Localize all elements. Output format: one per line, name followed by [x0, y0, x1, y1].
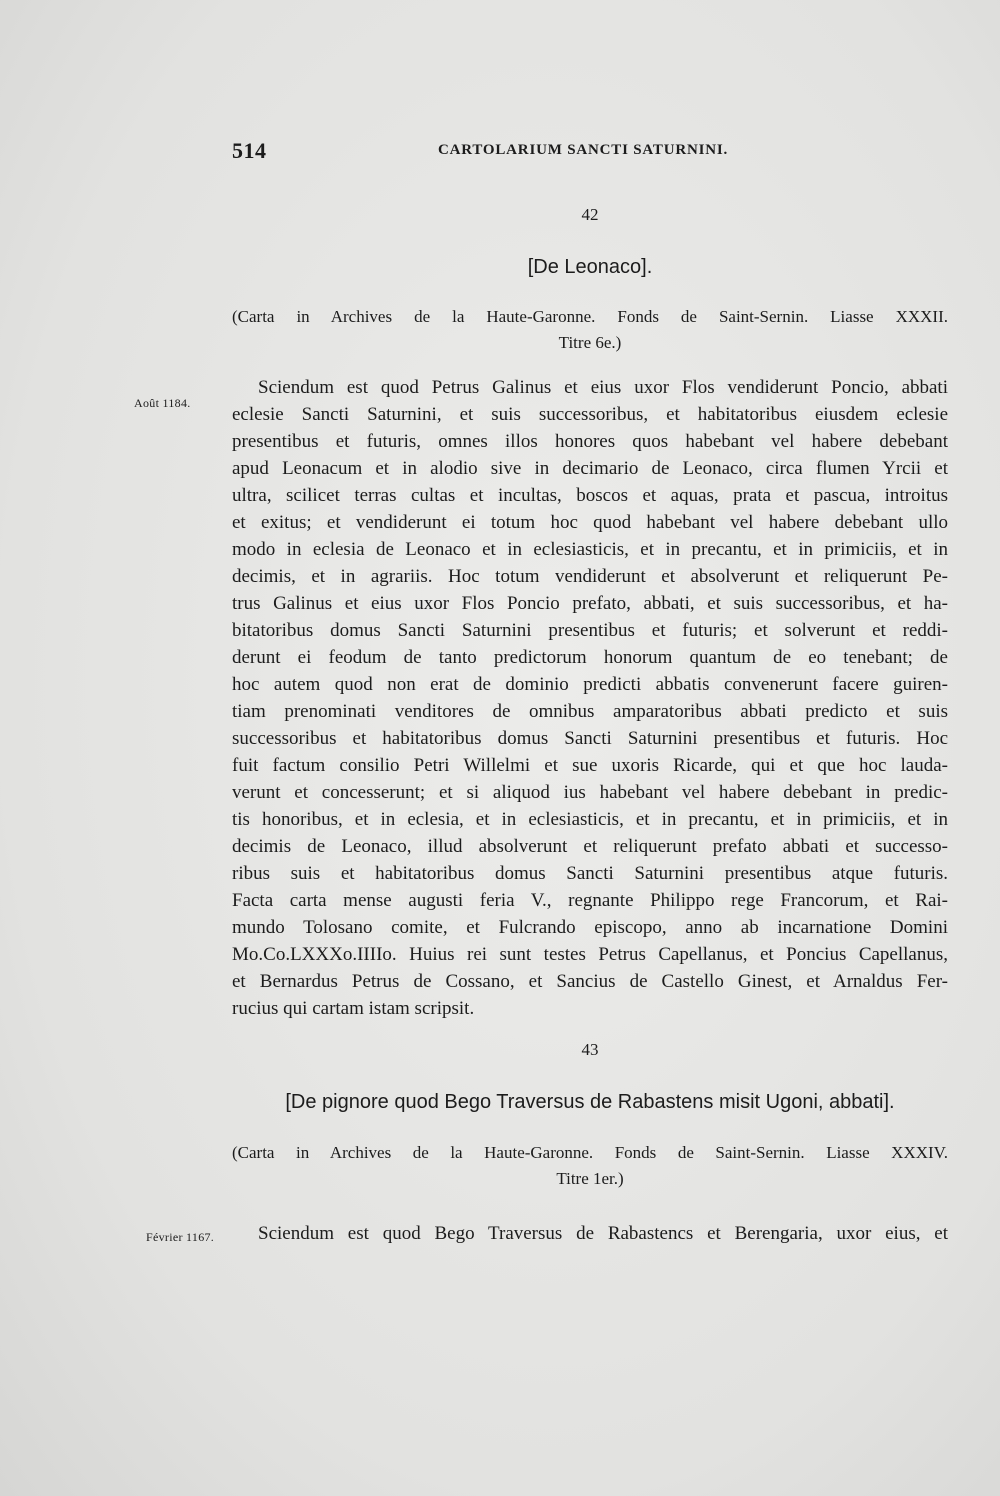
text-line: decimis, et in agrariis. Hoc totum vendiderunt et absolverunt et reliquerunt Pe-: [232, 566, 948, 587]
running-title: CARTOLARIUM SANCTI SATURNINI.: [438, 142, 729, 158]
text-line: tiam prenominati venditores de omnibus amparatoribus abbati predicto et suis: [232, 701, 948, 722]
charter-body: [232, 1220, 948, 1247]
text-line: Facta carta mense augusti feria V., regnante Philippo rege Francorum, et Rai-: [232, 890, 948, 911]
charter-title: [De pignore quod Bego Traversus de Rabastens misit Ugoni, abbati].: [285, 1091, 895, 1113]
source-line: Titre 6e.): [558, 333, 622, 352]
page-header: [232, 138, 732, 168]
text-line: Sciendum est quod Bego Traversus de Rabastencs et Berengaria, uxor eius, et: [258, 1223, 948, 1244]
source-line: (Carta in Archives de la Haute-Garonne. Fonds de Saint-Sernin. Liasse XXXIV.: [232, 1143, 948, 1162]
text-line: bitatoribus domus Sancti Saturnini presentibus et futuris; et solverunt et reddi-: [232, 620, 948, 641]
text-line: apud Leonacum et in alodio sive in decimario de Leonaco, circa flumen Yrcii et: [232, 458, 948, 479]
text-line: tis honoribus, et in eclesia, et in eclesiasticis, et in precantu, et in primiciis, et in: [232, 809, 948, 830]
source-line: (Carta in Archives de la Haute-Garonne. Fonds de Saint-Sernin. Liasse XXXII.: [232, 307, 948, 326]
text-line: ultra, scilicet terras cultas et incultas, boscos et aquas, prata et pascua, introitus: [232, 485, 948, 506]
charter-number: 43: [581, 1040, 599, 1059]
text-line: rucius qui cartam istam scripsit.: [232, 998, 475, 1019]
text-line: modo in eclesia de Leonaco et in eclesiasticis, et in precantu, et in primiciis, et in: [232, 539, 948, 560]
text-line: Sciendum est quod Petrus Galinus et eius uxor Flos vendiderunt Poncio, abbati: [258, 377, 948, 398]
text-line: Mo.Co.LXXXo.IIIIo. Huius rei sunt testes Petrus Capellanus, et Poncius Capellanus,: [232, 944, 948, 965]
text-line: decimis de Leonaco, illud absolverunt et reliquerunt prefato abbati et successo-: [232, 836, 948, 857]
text-line: fuit factum consilio Petri Willelmi et sue uxoris Ricarde, qui et que hoc lauda-: [232, 755, 948, 776]
text-line: presentibus et futuris, omnes illos honores quos habebant vel habere debebant: [232, 431, 948, 452]
charter-source: [232, 1140, 948, 1192]
margin-date: Août 1184.: [134, 396, 191, 410]
text-line: hoc autem quod non erat de dominio predicti abbatis convenerunt facere guiren-: [232, 674, 948, 695]
text-line: ribus suis et habitatoribus domus Sancti Saturnini presentibus atque futuris.: [232, 863, 948, 884]
charter-source: [232, 304, 948, 356]
page-number: 514: [232, 138, 267, 163]
text-line: eclesie Sancti Saturnini, et suis successoribus, et habitatoribus eiusdem eclesie: [232, 404, 948, 425]
charter-body: [232, 374, 948, 1022]
text-line: et exitus; et vendiderunt ei totum hoc quod habebant vel habere debebant ullo: [232, 512, 948, 533]
text-line: et Bernardus Petrus de Cossano, et Sancius de Castello Ginest, et Arnaldus Fer-: [232, 971, 948, 992]
source-line: Titre 1er.): [556, 1169, 624, 1188]
margin-date: Février 1167.: [146, 1230, 215, 1244]
text-line: trus Galinus et eius uxor Flos Poncio prefato, abbati, et suis successoribus, et ha-: [232, 593, 948, 614]
charter-title: [De Leonaco].: [527, 256, 653, 278]
text-line: successoribus et habitatoribus domus Sancti Saturnini presentibus et futuris. Hoc: [232, 728, 948, 749]
text-line: mundo Tolosano comite, et Fulcrando episcopo, anno ab incarnatione Domini: [232, 917, 948, 938]
text-line: verunt et concesserunt; et si aliquod ius habebant vel habere debebant in predic-: [232, 782, 948, 803]
text-line: derunt ei feodum de tanto predictorum honorum quantum de eo tenebant; de: [232, 647, 948, 668]
charter-number: 42: [581, 205, 599, 224]
